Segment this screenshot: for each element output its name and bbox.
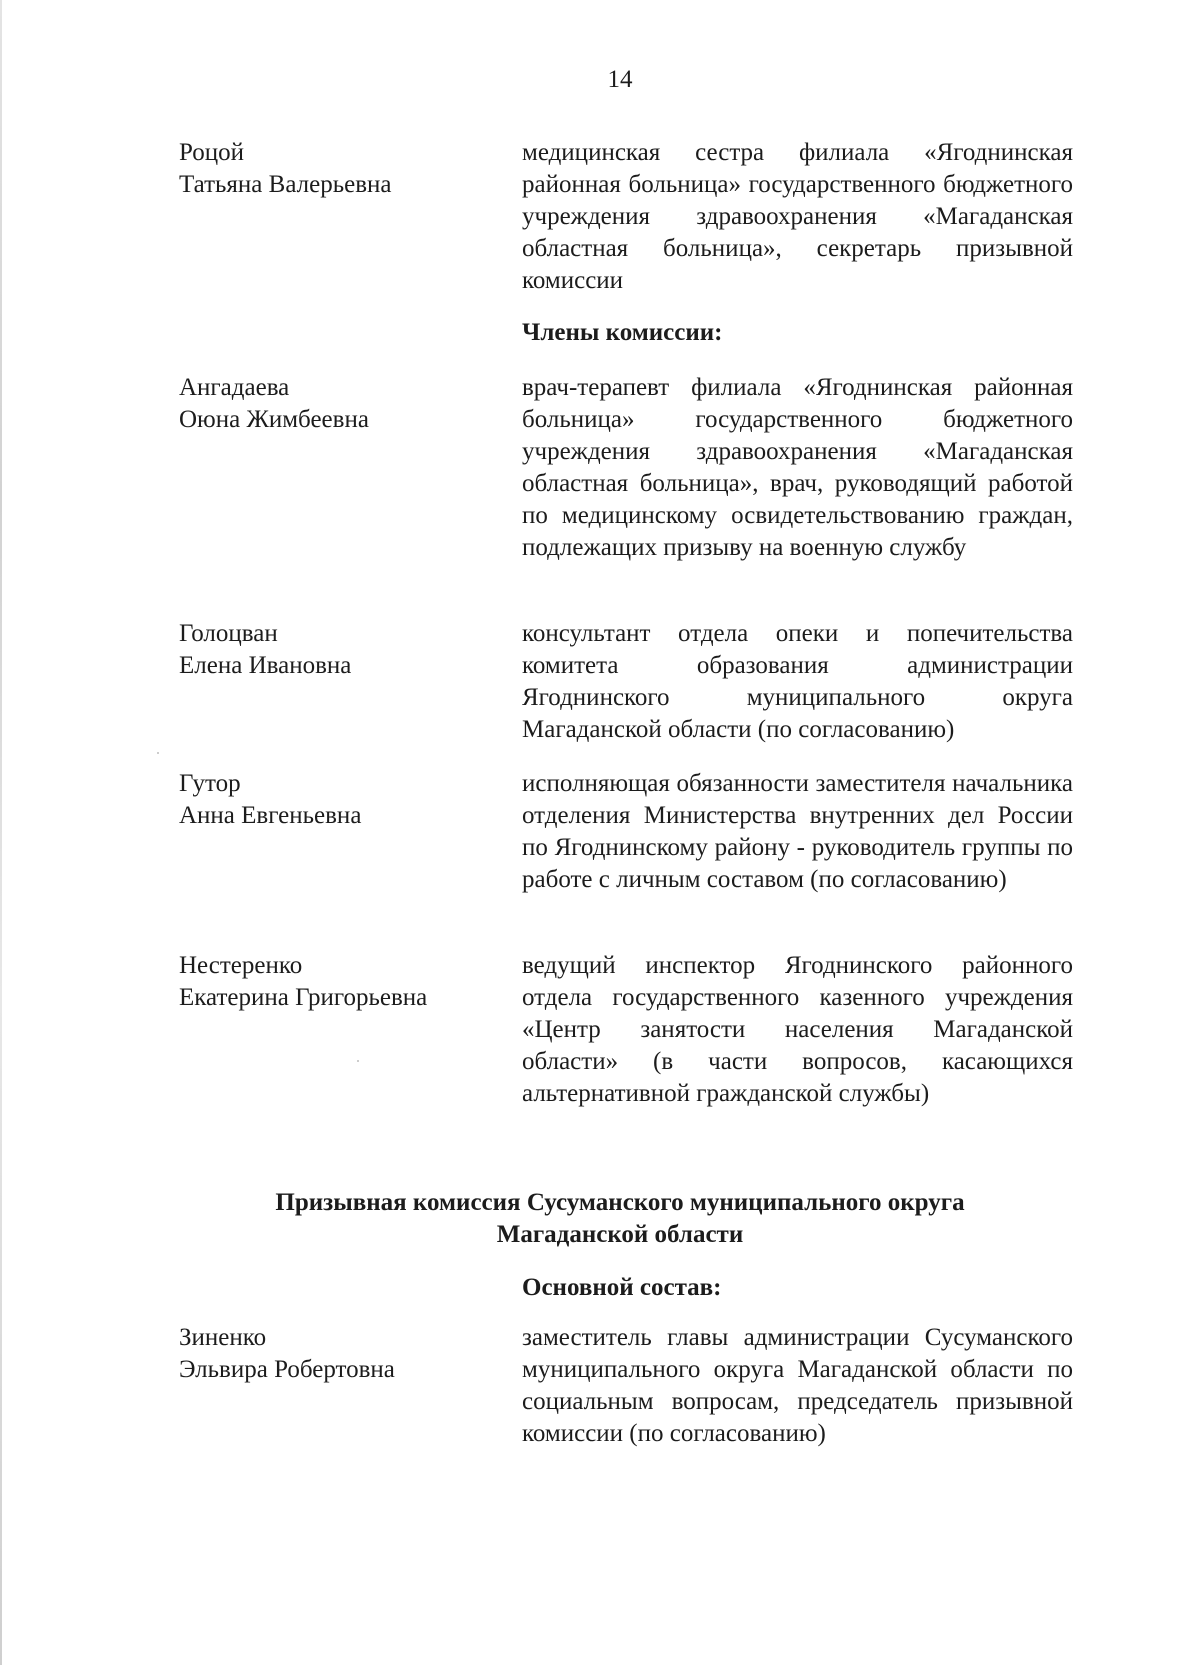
members-heading: Члены комиссии: — [522, 319, 723, 346]
person-role: заместитель главы администрации Сусуманского муниципального округа Магаданской области по социальным вопросам, председатель призывной комиссии (по согласованию) — [522, 1324, 1073, 1447]
commission-title-line: Призывная комиссия Сусуманского муниципального округа — [275, 1189, 965, 1216]
person-role: исполняющая обязанности заместителя начальника отделения Министерства внутренних дел России по Ягоднинскому району - руководитель группы по работе с личным составом (по согласованию) — [522, 770, 1073, 893]
person-name — [179, 137, 479, 201]
person-name — [179, 372, 479, 436]
person-name — [179, 768, 479, 832]
person-name — [179, 950, 479, 1014]
person-surname: Роцой — [179, 139, 245, 166]
person-given-names: Татьяна Валерьевна — [179, 171, 392, 198]
person-role: медицинская сестра филиала «Ягоднинская районная больница» государственного бюджетного учреждения здравоохранения «Магаданская областная больница», секретарь призывной комиссии — [522, 139, 1073, 294]
person-role: консультант отдела опеки и попечительства комитета образования администрации Ягоднинского муниципального округа Магаданской области (по согласованию) — [522, 620, 1073, 743]
person-given-names: Эльвира Робертовна — [179, 1356, 395, 1383]
commission-title — [150, 1187, 1090, 1251]
page-number: 14 — [607, 66, 633, 93]
person-surname: Ангадаева — [179, 374, 290, 401]
person-surname: Нестеренко — [179, 952, 303, 979]
person-given-names: Оюна Жимбеевна — [179, 406, 369, 433]
person-given-names: Анна Евгеньевна — [179, 802, 362, 829]
person-surname: Зиненко — [179, 1324, 267, 1351]
person-given-names: Екатерина Григорьевна — [179, 984, 428, 1011]
person-given-names: Елена Ивановна — [179, 652, 352, 679]
commission-title-line: Магаданской области — [496, 1221, 744, 1248]
person-name — [179, 618, 479, 682]
person-role: ведущий инспектор Ягоднинского районного отдела государственного казенного учреждения «Центр занятости населения Магаданской области» (в части вопросов, касающихся альтернативной гражданской службы) — [522, 952, 1073, 1107]
scan-speck — [357, 1060, 359, 1062]
main-composition-heading: Основной состав: — [522, 1274, 722, 1301]
scan-speck — [157, 752, 159, 754]
person-surname: Гутор — [179, 770, 241, 797]
person-role: врач-терапевт филиала «Ягоднинская районная больница» государственного бюджетного учреждения здравоохранения «Магаданская областная больница», врач, руководящий работой по медицинскому освидетельствованию граждан, подлежащих призыву на военную службу — [522, 374, 1073, 561]
scan-edge-shadow — [0, 0, 2, 1665]
person-surname: Голоцван — [179, 620, 278, 647]
person-name — [179, 1322, 479, 1386]
